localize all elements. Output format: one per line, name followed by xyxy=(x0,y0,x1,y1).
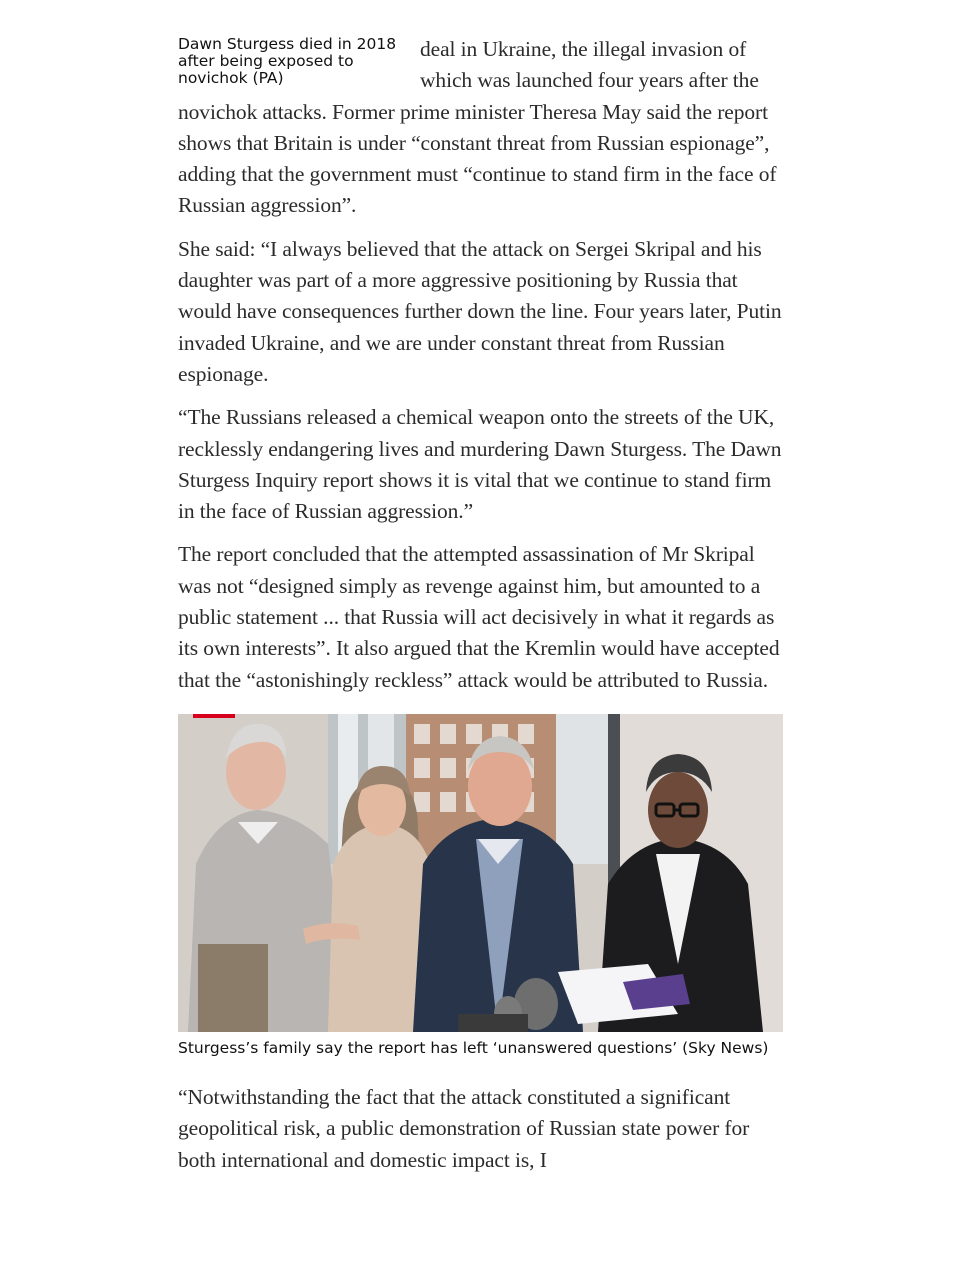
paragraph-2: She said: “I always believed that the attack on Sergei Skripal and his daughter was part of a more aggressive positioning by Russia that would have consequences further down the line. Four years later, Putin invaded Ukraine, and we are under constant threat from Russian espionage. xyxy=(178,236,782,386)
paragraph-4: The report concluded that the attempted assassination of Mr Skripal was not “designed simply as revenge against him, but amounted to a public statement ... that Russia will act decisively in what it regards as its own interests”. It also argued that the Kremlin would have accepted that the “astonishingly reckless” attack would be attributed to Russia. xyxy=(178,542,780,692)
figure-family-press-conference xyxy=(178,714,783,1057)
paragraph-3: “The Russians released a chemical weapon onto the streets of the UK, recklessly endangering lives and murdering Dawn Sturgess. The Dawn Sturgess Inquiry report shows it is vital that we continue to stand firm in the face of Russian aggression.” xyxy=(178,405,782,524)
family-press-conference-photo xyxy=(178,714,783,1032)
paragraph-1: deal in Ukraine, the illegal invasion of which was launched four years after the novichok attacks. Former prime minister Theresa May said the report shows that Britain is under “constant threat from Russian espionage”, adding that the government must “continue to stand firm in the face of Russian aggression”. xyxy=(178,37,777,218)
image-caption-dawn-sturgess: Dawn Sturgess died in 2018 after being exposed to novichok (PA) xyxy=(178,35,397,87)
article-body xyxy=(178,34,783,1188)
paragraph-5: “Notwithstanding the fact that the attack constituted a significant geopolitical risk, a public demonstration of Russian state power for both international and domestic impact is, I xyxy=(178,1084,750,1172)
figure-caption: Sturgess’s family say the report has left ‘unanswered questions’ (Sky News) xyxy=(178,1038,769,1057)
